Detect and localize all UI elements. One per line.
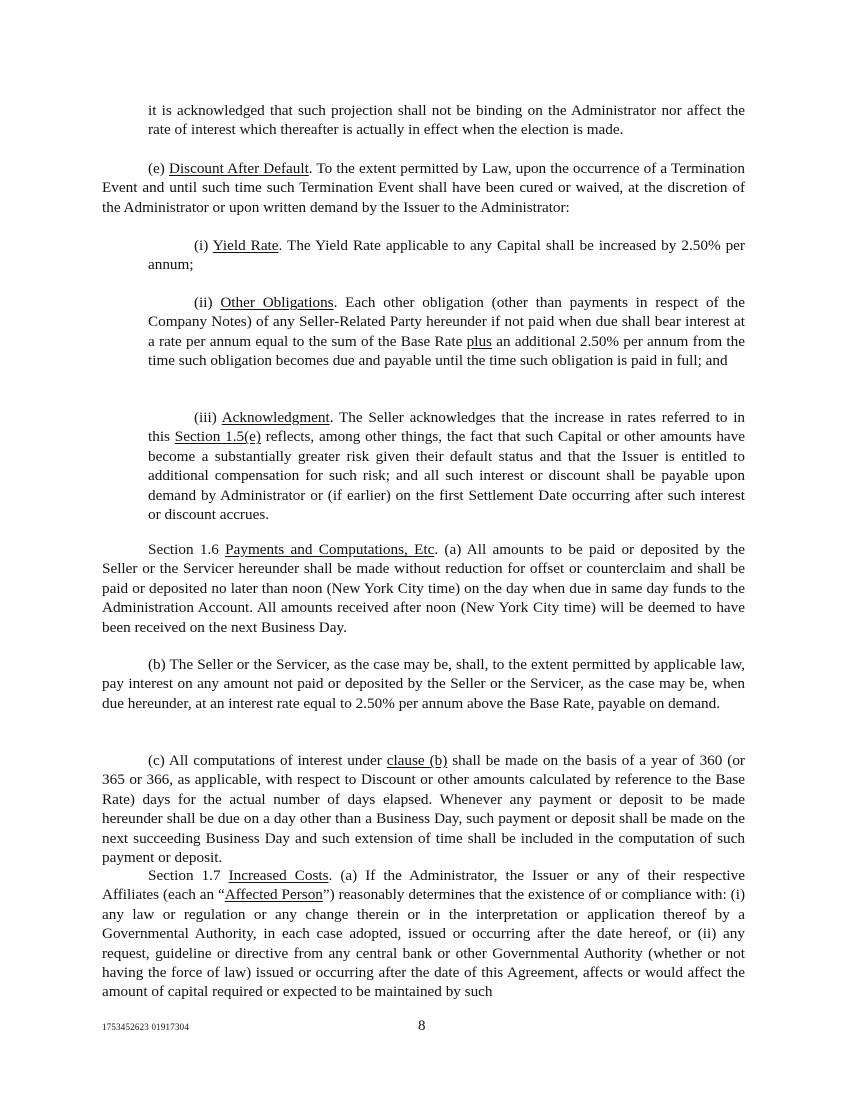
clause-reference: clause (b) <box>386 752 448 769</box>
paragraph-other-obligations <box>148 293 745 371</box>
paragraph-discount-after-default <box>102 159 745 217</box>
paragraph-prefix: (iii) <box>194 409 222 426</box>
paragraph-yield-rate <box>148 236 745 275</box>
underlined-heading: Other Obligations <box>220 294 334 311</box>
paragraph-section-1-7 <box>102 866 745 1002</box>
underlined-heading: Payments and Computations, Etc <box>225 541 435 558</box>
paragraph-text: . The Seller acknowledges that the increase in rates referred to in this <box>148 409 746 446</box>
paragraph-projection-continuation <box>148 101 745 140</box>
underlined-heading: Acknowledgment <box>221 409 330 426</box>
paragraph-prefix: (e) <box>148 160 169 177</box>
paragraph-prefix: (ii) <box>194 294 221 311</box>
paragraph-text: ”) reasonably determines that the existence of or compliance with: (i) any law or regulation or any change therein or in the interpretation or application thereof by a Governmental Authority, in each case adopted, issued or occurring after the date hereof, or (ii) any request, guideline or directive from any central bank or other Governmental Authority (whether or not having the force of law) issued or occurring after the date of this Agreement, affects or would affect the amount of capital required or expected to be maintained by such <box>102 886 746 1001</box>
document-id: 1753452623 01917304 <box>102 1022 190 1032</box>
paragraph-text: . (a) All amounts to be paid or deposited by the Seller or the Servicer hereunder shall be made without reduction for offset or counterclaim and shall be paid or deposited no later than noon (New York City time) on the day when due in same day funds to the Administration Account. All amounts received after noon (New York City time) will be deemed to have been received on the next Business Day. <box>102 541 745 636</box>
defined-term: Affected Person <box>224 886 323 904</box>
paragraph-text: shall be made on the basis of a year of 360 (or 365 or 366, as applicable, with respect to Discount or other amounts calculated by reference to the Base Rate) days for the actual number of days elapsed. Whenever any payment or deposit to be made hereunder shall be due on a day other than a Business Day, such payment or deposit shall be made on the next succeeding Business Day and such extension of time shall be included in the computation of such payment or deposit. <box>102 752 745 867</box>
paragraph-text: . The Yield Rate applicable to any Capital shall be increased by 2.50% per annum; <box>148 237 745 274</box>
section-reference: Section 1.5(e) <box>174 428 261 446</box>
paragraph-text: . Each other obligation (other than payments in respect of the Company Notes) of any Seller-Related Party hereunder if not paid when due shall bear interest at a rate per annum equal to the sum of the Base Rate <box>148 294 746 350</box>
paragraph-text: it is acknowledged that such projection shall not be binding on the Administrator nor affect the rate of interest which thereafter is actually in effect when the election is made. <box>148 102 745 139</box>
underlined-heading: Discount After Default <box>168 160 309 177</box>
paragraph-section-1-6 <box>102 540 745 637</box>
page-number: 8 <box>418 1018 426 1034</box>
paragraph-1-6-c <box>102 751 745 867</box>
underlined-heading: Increased Costs <box>228 867 329 884</box>
paragraph-text: . (a) If the Administrator, the Issuer or any of their respective Affiliates (each an “ <box>102 867 745 904</box>
section-label: Section 1.7 <box>148 867 229 884</box>
underlined-term: plus <box>466 332 492 350</box>
paragraph-text: (b) The Seller or the Servicer, as the case may be, shall, to the extent permitted by applicable law, pay interest on any amount not paid or deposited by the Seller or the Servicer, as the case may be, when due hereunder, at an interest rate equal to 2.50% per annum above the Base Rate, payable on demand. <box>102 656 745 712</box>
paragraph-prefix: (i) <box>194 237 213 254</box>
paragraph-acknowledgment <box>148 408 745 524</box>
paragraph-text: (c) All computations of interest under <box>148 752 387 769</box>
section-label: Section 1.6 <box>148 541 226 558</box>
underlined-heading: Yield Rate <box>212 237 279 254</box>
paragraph-text: an additional 2.50% per annum from the time such obligation becomes due and payable until the time such obligation is paid in full; and <box>148 332 745 370</box>
paragraph-text: . To the extent permitted by Law, upon the occurrence of a Termination Event and until such time such Termination Event shall have been cured or waived, at the discretion of the Administrator or upon written demand by the Issuer to the Administrator: <box>102 160 745 216</box>
paragraph-text: reflects, among other things, the fact that such Capital or other amounts have become a substantially greater risk given their default status and that the Issuer is entitled to additional compensation for such risk; and all such interest or discount shall be payable upon demand by Administrator or (if earlier) on the first Settlement Date occurring after such interest or discount accrues. <box>148 428 745 524</box>
paragraph-1-6-b <box>102 655 745 713</box>
